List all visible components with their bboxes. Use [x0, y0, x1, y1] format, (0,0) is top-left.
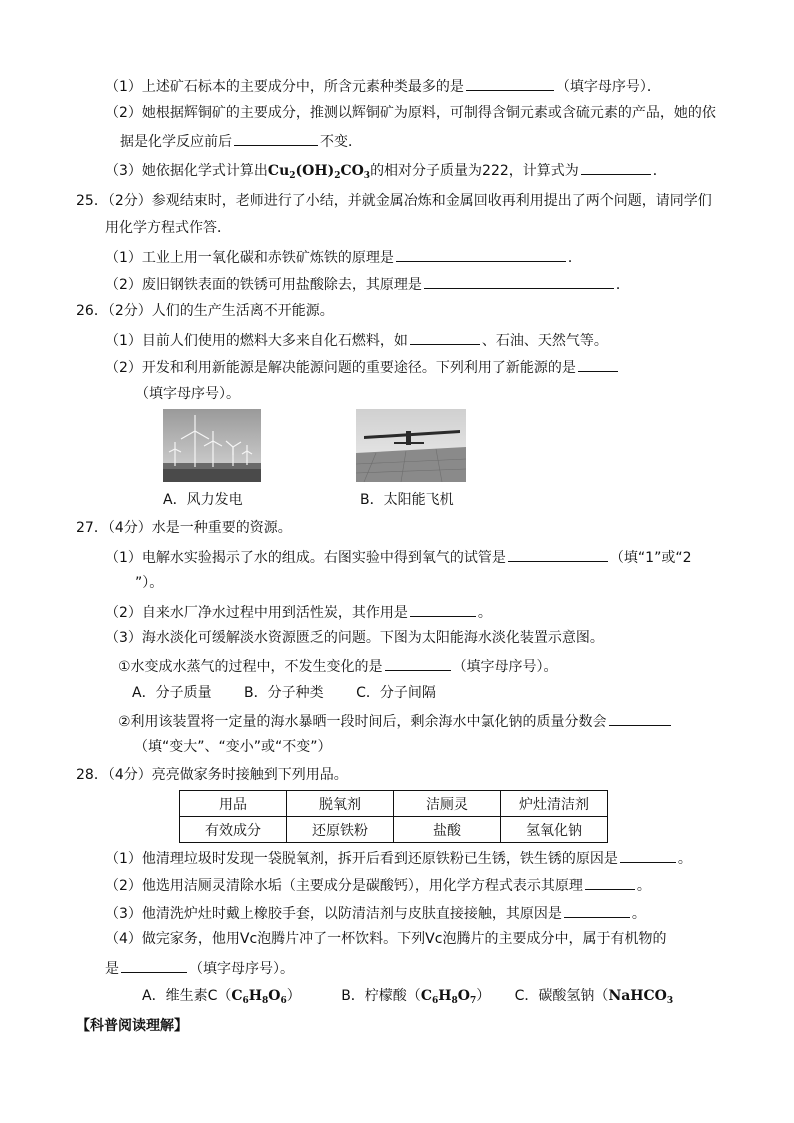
- answer-blank[interactable]: [410, 601, 476, 617]
- answer-blank[interactable]: [121, 957, 187, 973]
- q24-part2-line2: 据是化学反应前后 不变．: [120, 130, 362, 152]
- q24-part2-line1: （2）她根据辉铜矿的主要成分，推测以辉铜矿为原料，可制得含铜元素或含硫元素的产品，她的依: [105, 105, 716, 121]
- q27-sub1-options: [132, 683, 436, 703]
- answer-blank[interactable]: [564, 902, 630, 918]
- table-cell: 盐酸: [394, 817, 501, 843]
- option-b: B．分子种类: [244, 685, 324, 701]
- answer-blank[interactable]: [620, 847, 676, 863]
- q24-part1: （1）上述矿石标本的主要成分中，所含元素种类最多的是 （填字母序号）．: [105, 75, 661, 97]
- table-cell: 脱氧剂: [287, 791, 394, 817]
- option-a: A．分子质量: [132, 685, 212, 701]
- q26-option-a: A．风力发电: [163, 492, 243, 508]
- table-row: [180, 817, 608, 843]
- table-cell: 有效成分: [180, 817, 287, 843]
- q27-stem: 27．（4分）水是一种重要的资源。: [76, 520, 292, 536]
- option-c: C．碳酸氢钠（NaHCO$_3$: [514, 988, 674, 1006]
- option-a: A．维生素$C(C_6H_8O_6)$: [142, 988, 301, 1006]
- q27-sub2: ②利用该装置将一定量的海水暴晒一段时间后，剩余海水中氯化钠的质量分数会: [118, 710, 673, 732]
- wind-farm-image: [163, 409, 261, 482]
- q28-part4-line2: 是 （填字母序号）。: [105, 957, 294, 979]
- q28-stem: 28．（4分）亮亮做家务时接触到下列用品。: [76, 767, 348, 783]
- q25-part2: （2）废旧钢铁表面的铁锈可用盐酸除去，其原理是 ．: [105, 273, 630, 295]
- answer-blank[interactable]: [609, 710, 671, 726]
- answer-blank[interactable]: [385, 655, 451, 671]
- q27-part1: （1）电解水实验揭示了水的组成。右图实验中得到氧气的试管是 （填“1”或“2: [105, 546, 691, 568]
- q26-part1: （1）目前人们使用的燃料大多来自化石燃料，如 、石油、天然气等。: [105, 329, 608, 351]
- q24-part3: （3）她依据化学式计算出$Cu_2(OH)_2CO_3$的相对分子质量为222，计算式为 ．: [105, 159, 667, 181]
- table-cell: 还原铁粉: [287, 817, 394, 843]
- table-cell: 炉灶清洁剂: [501, 791, 608, 817]
- formula-citric-acid: $C_6H_8O_7$: [420, 988, 477, 1006]
- q26-part2-line2: （填字母序号）。: [135, 386, 240, 402]
- q28-part3: （3）他清洗炉灶时戴上橡胶手套，以防清洁剂与皮肤直接接触，其原因是 。: [105, 902, 646, 924]
- answer-blank[interactable]: [396, 246, 566, 262]
- answer-blank[interactable]: [424, 273, 614, 289]
- q28-part1: （1）他清理垃圾时发现一袋脱氧剂，拆开后看到还原铁粉已生锈，铁生锈的原因是 。: [105, 847, 692, 869]
- answer-blank[interactable]: [585, 874, 635, 890]
- q27-part2: （2）自来水厂净水过程中用到活性炭，其作用是 。: [105, 601, 492, 623]
- q25-stem-line2: 用化学方程式作答．: [105, 220, 231, 236]
- answer-blank[interactable]: [581, 159, 651, 175]
- table-cell: 洁厕灵: [394, 791, 501, 817]
- q27-sub1: ①水变成水蒸气的过程中，不发生变化的是 （填字母序号）。: [118, 655, 558, 677]
- section-heading: 【科普阅读理解】: [76, 1018, 188, 1034]
- q27-part1-line2: ”）。: [135, 575, 164, 591]
- formula-sodium-bicarbonate: NaHCO$_3$: [608, 988, 674, 1006]
- q28-part4-line1: （4）做完家务，他用Vc泡腾片冲了一杯饮料。下列Vc泡腾片的主要成分中，属于有机物的: [105, 931, 667, 947]
- answer-blank[interactable]: [234, 130, 318, 146]
- option-c: C．分子间隔: [356, 685, 436, 701]
- table-cell: 用品: [180, 791, 287, 817]
- q28-options: [142, 986, 673, 1006]
- answer-blank[interactable]: [578, 356, 618, 372]
- q28-part2: （2）他选用洁厕灵清除水垢（主要成分是碳酸钙），用化学方程式表示其原理 。: [105, 874, 651, 896]
- answer-blank[interactable]: [410, 329, 480, 345]
- answer-blank[interactable]: [466, 75, 554, 91]
- q26-stem: 26．（2分）人们的生产生活离不开能源。: [76, 303, 334, 319]
- formula-malachite: $Cu_2(OH)_2CO_3$: [267, 163, 371, 181]
- table-row: [180, 791, 608, 817]
- q25-part1: （1）工业上用一氧化碳和赤铁矿炼铁的原理是 ．: [105, 246, 582, 268]
- q27-part3: （3）海水淡化可缓解淡水资源匮乏的问题。下图为太阳能海水淡化装置示意图。: [105, 630, 604, 646]
- q26-option-b: B．太阳能飞机: [360, 492, 454, 508]
- answer-blank[interactable]: [508, 546, 608, 562]
- table-cell: 氢氧化钠: [501, 817, 608, 843]
- household-products-table: [179, 790, 608, 843]
- solar-plane-image: [356, 409, 466, 482]
- q26-part2: （2）开发和利用新能源是解决能源问题的重要途径。下列利用了新能源的是: [105, 356, 620, 378]
- q27-sub2-line2: （填“变大”、“变小”或“不变”）: [134, 739, 332, 755]
- formula-vitamin-c: $C_6H_8O_6$: [231, 988, 287, 1006]
- option-b: B．柠檬酸$(C_6H_8O_7)$: [341, 988, 491, 1006]
- q25-stem-line1: 25．（2分）参观结束时，老师进行了小结，并就金属冶炼和金属回收再利用提出了两个问题，请同学们: [76, 193, 712, 209]
